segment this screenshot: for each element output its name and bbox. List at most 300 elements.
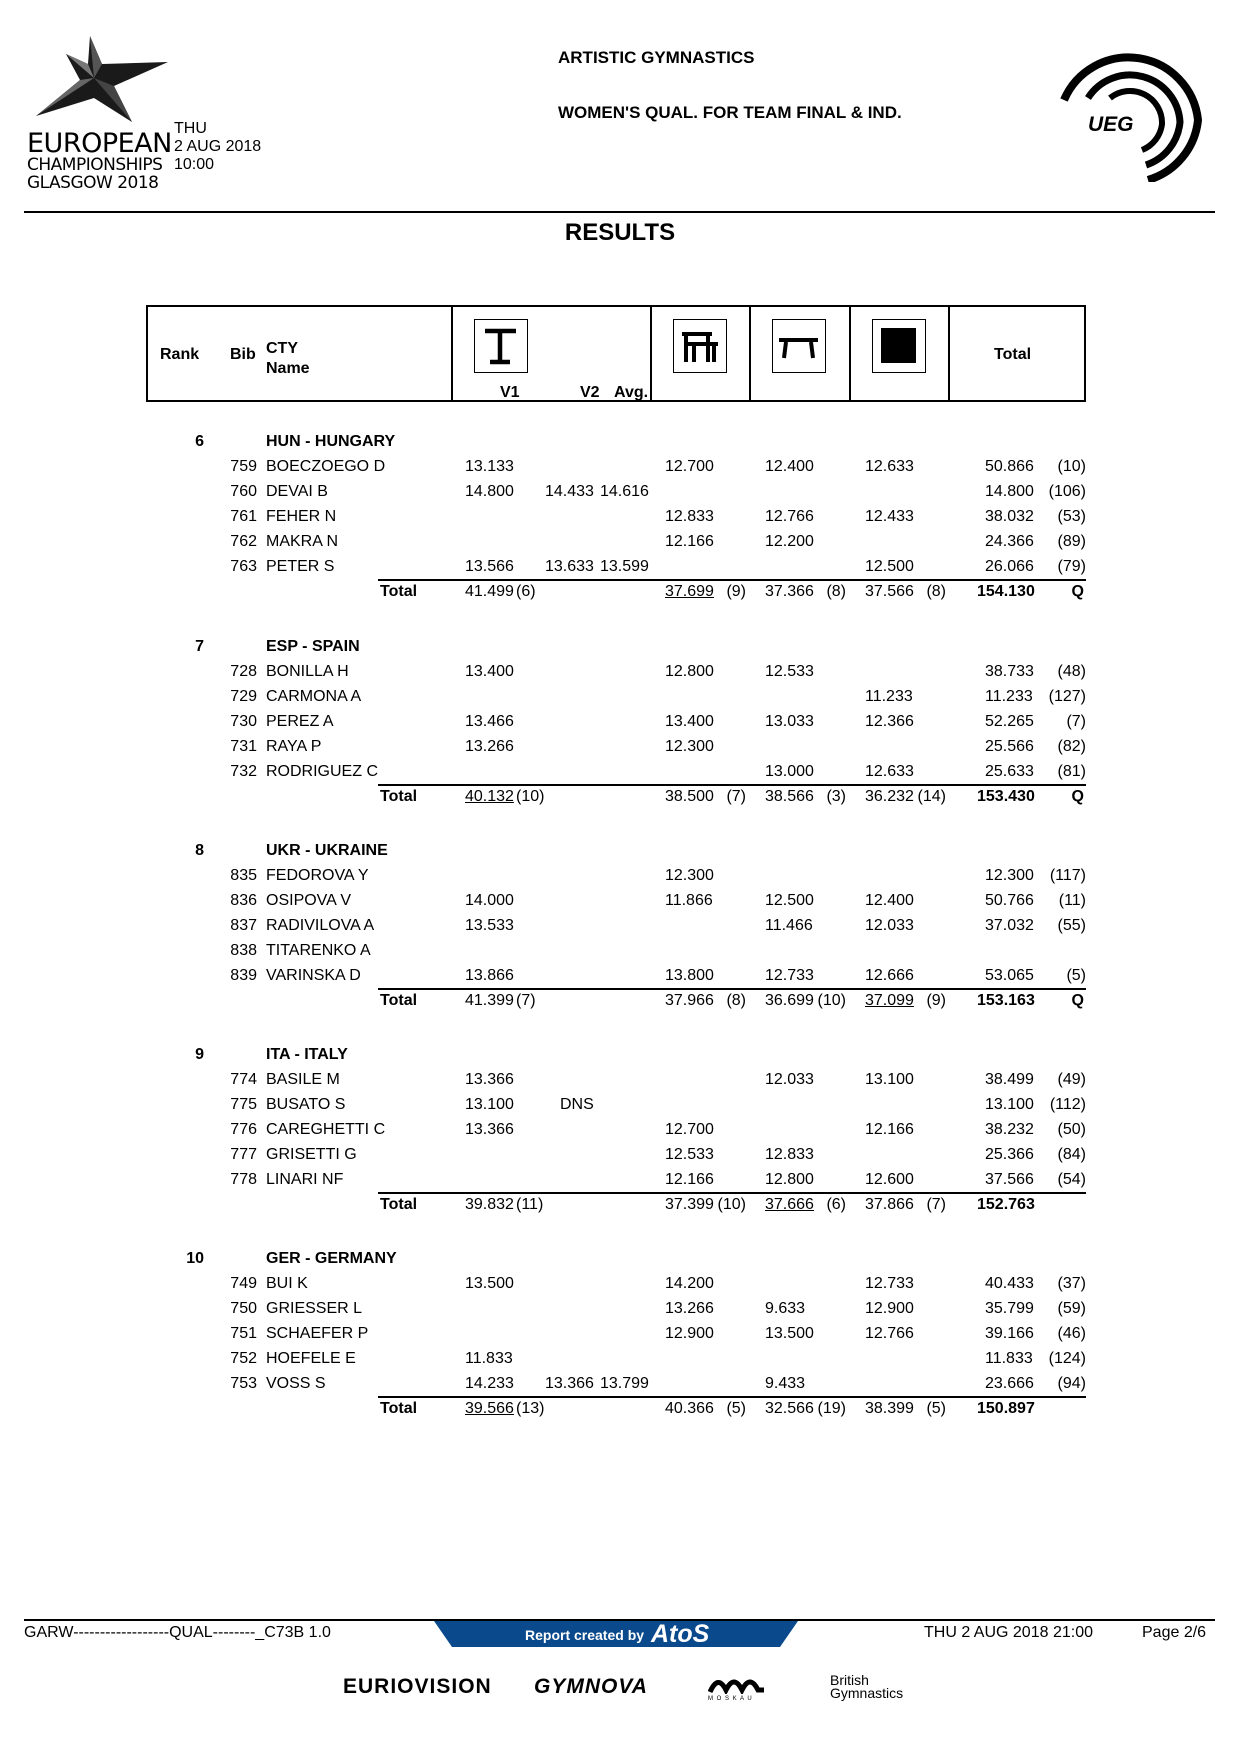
- athlete-total: 52.265: [985, 713, 1034, 730]
- floor-score: 12.600: [865, 1171, 914, 1188]
- team-total-label: Total: [380, 1400, 418, 1417]
- footer-timestamp: THU 2 AUG 2018 21:00: [924, 1624, 1093, 1641]
- footer-code: GARW------------------QUAL--------_C73B 1.0: [24, 1624, 331, 1641]
- athlete-total: 23.666: [985, 1375, 1034, 1392]
- athlete-total-rank: (127): [1048, 688, 1086, 705]
- team-beam-total: 38.566: [765, 788, 814, 805]
- athlete-total: 37.032: [985, 917, 1034, 934]
- athlete-total: 40.433: [985, 1275, 1034, 1292]
- discipline-title: ARTISTIC GYMNASTICS: [558, 48, 755, 67]
- athlete-total: 37.566: [985, 1171, 1034, 1188]
- athlete-name: DEVAI B: [266, 483, 328, 500]
- athlete-row: [0, 1325, 1240, 1349]
- team-floor-rank: (9): [926, 992, 946, 1009]
- header-rule: [24, 211, 1215, 213]
- athlete-bib: 750: [230, 1300, 257, 1317]
- sponsor-moskou-text: M O S K A U: [708, 1696, 753, 1702]
- athlete-total: 13.100: [985, 1096, 1034, 1113]
- star-logo-icon: [28, 34, 168, 124]
- team-grand-total: 153.430: [977, 788, 1035, 805]
- floor-score: 12.733: [865, 1275, 914, 1292]
- athlete-bib: 753: [230, 1375, 257, 1392]
- uneven-bars-score: 12.900: [665, 1325, 714, 1342]
- athlete-name: RAYA P: [266, 738, 322, 755]
- athlete-row: [0, 1121, 1240, 1145]
- athlete-row: [0, 1275, 1240, 1299]
- header-divider: [849, 305, 851, 402]
- team-heading-row: [0, 433, 1240, 457]
- athlete-name: VOSS S: [266, 1375, 326, 1392]
- athlete-bib: 777: [230, 1146, 257, 1163]
- col-total: Total: [994, 346, 1032, 363]
- athlete-row: [0, 738, 1240, 762]
- report-created-by: Report created by: [525, 1627, 645, 1643]
- team-total-rule: [378, 1192, 1086, 1194]
- floor-score: 12.500: [865, 558, 914, 575]
- col-v1: V1: [500, 384, 520, 401]
- team-vault-total: 40.132: [465, 788, 514, 805]
- balance-beam-score: 9.633: [765, 1300, 806, 1317]
- team-total-row: [0, 1196, 1240, 1220]
- vault-v2-score: 13.366: [545, 1375, 594, 1392]
- balance-beam-score: 12.200: [765, 533, 814, 550]
- athlete-total: 35.799: [985, 1300, 1034, 1317]
- team-beam-rank: (6): [826, 1196, 846, 1213]
- vault-v1-score: 11.833: [465, 1350, 513, 1367]
- team-total-row: [0, 992, 1240, 1016]
- col-cty: CTY: [266, 340, 298, 357]
- athlete-row: [0, 458, 1240, 482]
- balance-beam-score: 11.466: [765, 917, 813, 934]
- athlete-bib: 749: [230, 1275, 257, 1292]
- sponsor-moskou-icon: [708, 1672, 766, 1694]
- athlete-row: [0, 688, 1240, 712]
- header-divider: [948, 305, 950, 402]
- athlete-bib: 761: [230, 508, 257, 525]
- athlete-total-rank: (10): [1057, 458, 1086, 475]
- floor-exercise-icon: [872, 319, 926, 373]
- floor-score: 12.633: [865, 458, 914, 475]
- team-total-label: Total: [380, 1196, 418, 1213]
- ueg-logo-text: UEG: [1088, 113, 1134, 136]
- balance-beam-score: 13.500: [765, 1325, 814, 1342]
- team-rank: 8: [195, 842, 204, 859]
- vault-v1-score: 13.266: [465, 738, 514, 755]
- athlete-name: FEHER N: [266, 508, 337, 525]
- athlete-name: RODRIGUEZ C: [266, 763, 378, 780]
- team-name: GER - GERMANY: [266, 1250, 397, 1267]
- athlete-bib: 752: [230, 1350, 257, 1367]
- athlete-name: HOEFELE E: [266, 1350, 356, 1367]
- balance-beam-score: 13.000: [765, 763, 814, 780]
- team-heading-row: [0, 1046, 1240, 1070]
- team-bars-rank: (8): [726, 992, 746, 1009]
- athlete-bib: 839: [230, 967, 257, 984]
- floor-score: 12.166: [865, 1121, 914, 1138]
- header-divider: [749, 305, 751, 402]
- athlete-row: [0, 713, 1240, 737]
- athlete-total-rank: (37): [1057, 1275, 1086, 1292]
- team-beam-total: 37.666: [765, 1196, 814, 1213]
- team-rank: 10: [186, 1250, 204, 1267]
- athlete-bib: 835: [230, 867, 257, 884]
- vault-avg-score: 13.799: [600, 1375, 649, 1392]
- report-title: RESULTS: [564, 219, 676, 246]
- athlete-total-rank: (53): [1057, 508, 1086, 525]
- uneven-bars-score: 13.266: [665, 1300, 714, 1317]
- athlete-total: 11.233: [985, 688, 1033, 705]
- athlete-total-rank: (48): [1057, 663, 1086, 680]
- athlete-total-rank: (82): [1057, 738, 1086, 755]
- team-total-row: [0, 1400, 1240, 1424]
- balance-beam-score: 12.733: [765, 967, 814, 984]
- uneven-bars-score: 12.533: [665, 1146, 714, 1163]
- uneven-bars-score: 12.166: [665, 533, 714, 550]
- team-grand-total: 154.130: [977, 583, 1035, 600]
- team-heading-row: [0, 842, 1240, 866]
- athlete-bib: 731: [230, 738, 257, 755]
- team-grand-total: 152.763: [977, 1196, 1035, 1213]
- team-floor-rank: (7): [926, 1196, 946, 1213]
- team-floor-rank: (8): [926, 583, 946, 600]
- team-heading-row: [0, 1250, 1240, 1274]
- balance-beam-score: 12.500: [765, 892, 814, 909]
- qualified-mark: Q: [1071, 992, 1084, 1009]
- vault-avg-score: 13.599: [600, 558, 649, 575]
- athlete-total-rank: (59): [1057, 1300, 1086, 1317]
- team-total-label: Total: [380, 992, 418, 1009]
- team-bars-total: 37.699: [665, 583, 714, 600]
- team-total-rule: [378, 988, 1086, 990]
- qualified-mark: Q: [1071, 583, 1084, 600]
- athlete-bib: 729: [230, 688, 257, 705]
- floor-score: 12.400: [865, 892, 914, 909]
- athlete-total-rank: (106): [1048, 483, 1086, 500]
- balance-beam-score: 12.766: [765, 508, 814, 525]
- athlete-total: 39.166: [985, 1325, 1034, 1342]
- footer-page: Page 2/6: [1142, 1624, 1207, 1641]
- athlete-bib: 728: [230, 663, 257, 680]
- balance-beam-score: 12.533: [765, 663, 814, 680]
- floor-score: 11.233: [865, 688, 913, 705]
- athlete-total: 14.800: [985, 483, 1034, 500]
- team-floor-rank: (5): [926, 1400, 946, 1417]
- team-vault-rank: (6): [516, 583, 536, 600]
- balance-beam-score: 12.033: [765, 1071, 814, 1088]
- athlete-bib: 837: [230, 917, 257, 934]
- athlete-total: 25.633: [985, 763, 1034, 780]
- athlete-bib: 730: [230, 713, 257, 730]
- uneven-bars-score: 12.833: [665, 508, 714, 525]
- athlete-row: [0, 1146, 1240, 1170]
- athlete-row: [0, 508, 1240, 532]
- athlete-total: 25.366: [985, 1146, 1034, 1163]
- athlete-row: [0, 867, 1240, 891]
- team-floor-rank: (14): [917, 788, 946, 805]
- vault-v1-score: 14.800: [465, 483, 514, 500]
- athlete-name: MAKRA N: [266, 533, 339, 550]
- athlete-total-rank: (124): [1048, 1350, 1086, 1367]
- athlete-bib: 763: [230, 558, 257, 575]
- athlete-name: CAREGHETTI C: [266, 1121, 386, 1138]
- team-bars-rank: (5): [726, 1400, 746, 1417]
- team-bars-total: 40.366: [665, 1400, 714, 1417]
- team-vault-total: 41.499: [465, 583, 514, 600]
- team-vault-total: 39.832: [465, 1196, 514, 1213]
- uneven-bars-score: 12.700: [665, 1121, 714, 1138]
- team-floor-total: 37.566: [865, 583, 914, 600]
- athlete-row: [0, 1350, 1240, 1374]
- athlete-total-rank: (89): [1057, 533, 1086, 550]
- athlete-total-rank: (49): [1057, 1071, 1086, 1088]
- athlete-total: 25.566: [985, 738, 1034, 755]
- vault-v1-score: 13.400: [465, 663, 514, 680]
- athlete-total-rank: (5): [1066, 967, 1086, 984]
- header-divider: [650, 305, 652, 402]
- athlete-total-rank: (94): [1057, 1375, 1086, 1392]
- team-floor-total: 37.866: [865, 1196, 914, 1213]
- team-name: ESP - SPAIN: [266, 638, 360, 655]
- vault-v1-score: 13.466: [465, 713, 514, 730]
- qualified-mark: Q: [1071, 788, 1084, 805]
- col-v2: V2: [580, 384, 600, 401]
- athlete-total-rank: (55): [1057, 917, 1086, 934]
- team-total-label: Total: [380, 583, 418, 600]
- team-grand-total: 150.897: [977, 1400, 1035, 1417]
- vault-v1-score: 13.533: [465, 917, 514, 934]
- team-bars-total: 38.500: [665, 788, 714, 805]
- team-floor-total: 38.399: [865, 1400, 914, 1417]
- team-rank: 9: [195, 1046, 204, 1063]
- athlete-name: BOECZOEGO D: [266, 458, 386, 475]
- athlete-total-rank: (112): [1049, 1096, 1086, 1113]
- team-beam-total: 37.366: [765, 583, 814, 600]
- team-vault-rank: (11): [516, 1196, 544, 1213]
- athlete-total-rank: (46): [1057, 1325, 1086, 1342]
- athlete-bib: 732: [230, 763, 257, 780]
- floor-score: 12.666: [865, 967, 914, 984]
- team-bars-total: 37.399: [665, 1196, 714, 1213]
- atos-logo-text: AtoS: [651, 1620, 710, 1648]
- team-rank: 7: [195, 638, 204, 655]
- athlete-total: 38.499: [985, 1071, 1034, 1088]
- athlete-name: TITARENKO A: [266, 942, 371, 959]
- athlete-total-rank: (84): [1057, 1146, 1086, 1163]
- athlete-row: [0, 483, 1240, 507]
- team-bars-rank: (9): [726, 583, 746, 600]
- uneven-bars-score: 11.866: [665, 892, 713, 909]
- athlete-total-rank: (11): [1058, 892, 1086, 909]
- athlete-name: SCHAEFER P: [266, 1325, 369, 1342]
- athlete-total: 26.066: [985, 558, 1034, 575]
- event-date: 2 AUG 2018: [174, 138, 262, 155]
- vault-v1-score: 14.000: [465, 892, 514, 909]
- sponsor-gymnova: GYMNOVA: [534, 1675, 648, 1698]
- event-time: 10:00: [174, 156, 215, 173]
- team-vault-rank: (7): [516, 992, 536, 1009]
- balance-beam-score: 12.800: [765, 1171, 814, 1188]
- athlete-name: RADIVILOVA A: [266, 917, 375, 934]
- sponsor-british-gymnastics: British Gymnastics: [830, 1672, 904, 1701]
- athlete-total: 50.866: [985, 458, 1034, 475]
- col-bib: Bib: [230, 346, 256, 363]
- balance-beam-score: 9.433: [765, 1375, 806, 1392]
- team-heading-row: [0, 638, 1240, 662]
- athlete-total: 12.300: [985, 867, 1034, 884]
- athlete-name: VARINSKA D: [266, 967, 361, 984]
- athlete-total: 50.766: [985, 892, 1034, 909]
- uneven-bars-score: 12.300: [665, 867, 714, 884]
- team-vault-rank: (13): [516, 1400, 545, 1417]
- athlete-bib: 778: [230, 1171, 257, 1188]
- vault-v1-score: 13.366: [465, 1071, 514, 1088]
- brand-line-2: CHAMPIONSHIPS: [27, 155, 163, 175]
- col-rank: Rank: [160, 346, 200, 363]
- vault-v2-score: DNS: [560, 1096, 594, 1113]
- athlete-bib: 776: [230, 1121, 257, 1138]
- athlete-total: 24.366: [985, 533, 1034, 550]
- balance-beam-score: 13.033: [765, 713, 814, 730]
- athlete-name: BUI K: [266, 1275, 308, 1292]
- athlete-name: BASILE M: [266, 1071, 340, 1088]
- uneven-bars-score: 12.700: [665, 458, 714, 475]
- athlete-name: BUSATO S: [266, 1096, 346, 1113]
- vault-v1-score: 14.233: [465, 1375, 514, 1392]
- athlete-total: 38.232: [985, 1121, 1034, 1138]
- vault-avg-score: 14.616: [600, 483, 649, 500]
- athlete-name: CARMONA A: [266, 688, 362, 705]
- athlete-name: FEDOROVA Y: [266, 867, 369, 884]
- athlete-bib: 762: [230, 533, 257, 550]
- athlete-row: [0, 917, 1240, 941]
- team-bars-rank: (10): [717, 1196, 746, 1213]
- balance-beam-icon: [772, 319, 826, 373]
- athlete-bib: 751: [230, 1325, 257, 1342]
- athlete-total-rank: (54): [1057, 1171, 1086, 1188]
- athlete-name: PEREZ A: [266, 713, 334, 730]
- vault-v1-score: 13.366: [465, 1121, 514, 1138]
- col-avg: Avg.: [614, 384, 649, 401]
- uneven-bars-score: 12.800: [665, 663, 714, 680]
- athlete-name: GRIESSER L: [266, 1300, 363, 1317]
- team-total-label: Total: [380, 788, 418, 805]
- athlete-name: PETER S: [266, 558, 335, 575]
- athlete-row: [0, 533, 1240, 557]
- uneven-bars-score: 13.400: [665, 713, 714, 730]
- team-beam-rank: (10): [817, 992, 846, 1009]
- floor-score: 12.900: [865, 1300, 914, 1317]
- athlete-row: [0, 1071, 1240, 1095]
- floor-score: 12.633: [865, 763, 914, 780]
- ueg-logo-icon: [1058, 50, 1208, 182]
- balance-beam-score: 12.833: [765, 1146, 814, 1163]
- vault-icon: [474, 319, 528, 373]
- team-rank: 6: [195, 433, 204, 450]
- floor-score: 12.766: [865, 1325, 914, 1342]
- athlete-name: BONILLA H: [266, 663, 349, 680]
- athlete-name: GRISETTI G: [266, 1146, 357, 1163]
- athlete-total: 38.032: [985, 508, 1034, 525]
- athlete-row: [0, 663, 1240, 687]
- sponsor-eurovision: EURIOVISION: [343, 1675, 492, 1698]
- team-total-rule: [378, 784, 1086, 786]
- col-name: Name: [266, 360, 310, 377]
- athlete-total: 53.065: [985, 967, 1034, 984]
- athlete-total-rank: (117): [1049, 867, 1086, 884]
- team-beam-rank: (8): [826, 583, 846, 600]
- vault-v2-score: 14.433: [545, 483, 594, 500]
- team-name: HUN - HUNGARY: [266, 433, 396, 450]
- team-grand-total: 153.163: [977, 992, 1035, 1009]
- vault-v2-score: 13.633: [545, 558, 594, 575]
- team-beam-total: 32.566: [765, 1400, 814, 1417]
- team-vault-total: 41.399: [465, 992, 514, 1009]
- brand-line-1: EUROPEAN: [27, 128, 172, 159]
- athlete-name: LINARI NF: [266, 1171, 344, 1188]
- competition-title: WOMEN'S QUAL. FOR TEAM FINAL & IND.: [558, 103, 902, 122]
- vault-v1-score: 13.100: [465, 1096, 514, 1113]
- team-total-row: [0, 583, 1240, 607]
- team-floor-total: 37.099: [865, 992, 914, 1009]
- floor-score: 12.033: [865, 917, 914, 934]
- floor-score: 13.100: [865, 1071, 914, 1088]
- athlete-total: 11.833: [985, 1350, 1033, 1367]
- team-total-rule: [378, 579, 1086, 581]
- vault-v1-score: 13.500: [465, 1275, 514, 1292]
- floor-score: 12.366: [865, 713, 914, 730]
- team-beam-rank: (19): [817, 1400, 846, 1417]
- athlete-bib: 836: [230, 892, 257, 909]
- athlete-bib: 759: [230, 458, 257, 475]
- team-bars-total: 37.966: [665, 992, 714, 1009]
- athlete-total-rank: (7): [1066, 713, 1086, 730]
- uneven-bars-score: 13.800: [665, 967, 714, 984]
- athlete-bib: 774: [230, 1071, 257, 1088]
- floor-score: 12.433: [865, 508, 914, 525]
- team-beam-rank: (3): [826, 788, 846, 805]
- uneven-bars-score: 12.300: [665, 738, 714, 755]
- athlete-total: 38.733: [985, 663, 1034, 680]
- team-vault-rank: (10): [516, 788, 545, 805]
- athlete-row: [0, 1096, 1240, 1120]
- team-total-rule: [378, 1396, 1086, 1398]
- team-floor-total: 36.232: [865, 788, 914, 805]
- vault-v1-score: 13.566: [465, 558, 514, 575]
- header-divider: [451, 305, 453, 402]
- vault-v1-score: 13.133: [465, 458, 514, 475]
- team-name: ITA - ITALY: [266, 1046, 348, 1063]
- athlete-total-rank: (50): [1057, 1121, 1086, 1138]
- team-total-row: [0, 788, 1240, 812]
- balance-beam-score: 12.400: [765, 458, 814, 475]
- athlete-bib: 775: [230, 1096, 257, 1113]
- team-beam-total: 36.699: [765, 992, 814, 1009]
- athlete-total-rank: (81): [1057, 763, 1086, 780]
- uneven-bars-score: 12.166: [665, 1171, 714, 1188]
- brand-line-3: GLASGOW 2018: [27, 173, 159, 193]
- athlete-row: [0, 942, 1240, 966]
- event-datetime: [174, 120, 261, 174]
- athlete-name: OSIPOVA V: [266, 892, 352, 909]
- team-name: UKR - UKRAINE: [266, 842, 388, 859]
- vault-v1-score: 13.866: [465, 967, 514, 984]
- athlete-total-rank: (79): [1057, 558, 1086, 575]
- athlete-bib: 760: [230, 483, 257, 500]
- team-vault-total: 39.566: [465, 1400, 514, 1417]
- athlete-row: [0, 1300, 1240, 1324]
- uneven-bars-icon: [673, 319, 727, 373]
- event-day: THU: [174, 120, 207, 137]
